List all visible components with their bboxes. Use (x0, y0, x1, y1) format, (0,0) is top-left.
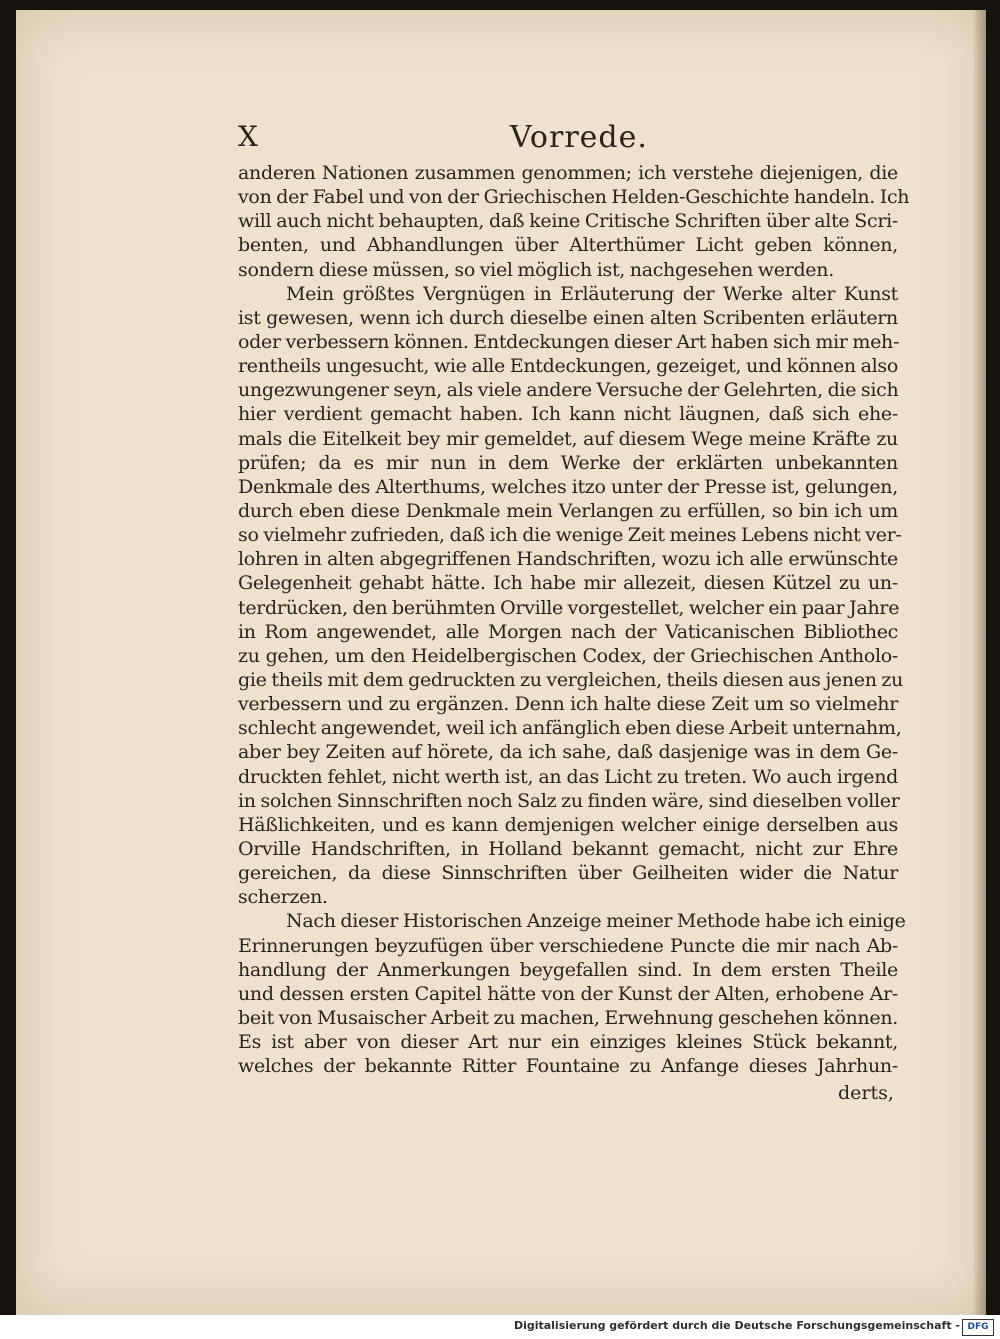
text-line: so vielmehr zufrieden, daß ich die wenige Zeit meines Lebens nicht ver- (238, 524, 902, 547)
text-line: will auch nicht behaupten, daß keine Critische Schriften über alte Scri- (238, 210, 898, 233)
text-line: handlung der Anmerkungen beygefallen sind. In dem ersten Theile (238, 958, 898, 981)
text-line: Es ist aber von dieser Art nur ein einziges kleines Stück bekannt, (238, 1031, 898, 1054)
text-line: Mein größtes Vergnügen in Erläuterung der Werke alter Kunst (286, 282, 898, 305)
text-line: aber bey Zeiten auf hörete, da ich sahe, daß dasjenige was in dem Ge- (238, 741, 898, 764)
text-line: lohren in alten abgegriffenen Handschriften, wozu ich alle erwünschte (238, 548, 898, 571)
text-line: rentheils ungesucht, wie alle Entdeckungen, gezeiget, und können also (238, 355, 898, 378)
catchword: derts, (838, 1082, 894, 1104)
footer-bar (0, 1315, 1000, 1339)
text-line: von der Fabel und von der Griechischen Helden-Geschichte handeln. Ich (238, 186, 910, 209)
text-line: gereichen, da diese Sinnschriften über Geilheiten wider die Natur (238, 862, 898, 885)
text-line: anderen Nationen zusammen genommen; ich verstehe diejenigen, die (238, 162, 898, 184)
text-line: ungezwungener seyn, als viele andere Versuche der Gelehrten, die sich (238, 379, 899, 402)
body-text (238, 161, 910, 1078)
text-line: sondern diese müssen, so viel möglich ist, nachgesehen werden. (238, 258, 834, 281)
text-line: prüfen; da es mir nun in dem Werke der erklärten unbekannten (238, 451, 898, 474)
text-line: druckten fehlet, nicht werth ist, an das Licht zu treten. Wo auch irgend (238, 765, 898, 788)
text-line: beit von Musaischer Arbeit zu machen, Erwehnung geschehen können. (238, 1006, 898, 1029)
text-line: schlecht angewendet, weil ich anfänglich eben diese Arbeit unternahm, (238, 717, 902, 740)
text-line: welches der bekannte Ritter Fountaine zu Anfange dieses Jahrhun- (238, 1055, 898, 1078)
text-line: und dessen ersten Capitel hätte von der Kunst der Alten, erhobene Ar- (238, 982, 898, 1005)
text-line: Häßlichkeiten, und es kann demjenigen welcher einige derselben aus (238, 813, 898, 836)
text-line: hier verdient gemacht haben. Ich kann nicht läugnen, daß sich ehe- (238, 403, 898, 426)
text-line: terdrücken, den berühmten Orville vorgestellet, welcher ein paar Jahre (238, 596, 900, 619)
text-line: oder verbessern können. Entdeckungen dieser Art haben sich mir meh- (238, 330, 900, 353)
text-line: benten, und Abhandlungen über Alterthümer Licht geben können, (238, 234, 898, 257)
text-line: mals die Eitelkeit bey mir gemeldet, auf diesem Wege meine Kräfte zu (238, 427, 898, 450)
text-line: Erinnerungen beyzufügen über verschiedene Puncte die mir nach Ab- (238, 934, 898, 957)
text-line: in Rom angewendet, alle Morgen nach der Vaticanischen Bibliothec (238, 620, 898, 643)
text-line: in solchen Sinnschriften noch Salz zu finden wäre, sind dieselben voller (238, 789, 900, 812)
text-line: verbessern und zu ergänzen. Denn ich halte diese Zeit um so vielmehr (238, 693, 898, 716)
text-line: Denkmale des Alterthums, welches itzo unter der Presse ist, gelungen, (238, 475, 898, 498)
text-line: Nach dieser Historischen Anzeige meiner Methode habe ich einige (286, 910, 906, 933)
text-line: ist gewesen, wenn ich durch dieselbe einen alten Scribenten erläutern (238, 306, 898, 329)
text-line: Orville Handschriften, in Holland bekannt gemacht, nicht zur Ehre (238, 837, 898, 860)
text-line: scherzen. (238, 886, 328, 909)
running-head: Vorrede. (510, 120, 648, 155)
text-line: Gelegenheit gehabt hätte. Ich habe mir allezeit, diesen Kützel zu un- (238, 572, 898, 595)
page-number: X (238, 120, 259, 153)
text-line: gie theils mit dem gedruckten zu vergleichen, theils diesen aus jenen zu (238, 668, 904, 691)
funding-credit: Digitalisierung gefördert durch die Deutsche Forschungsgemeinschaft - (513, 1319, 960, 1332)
dfg-logo-icon: DFG (962, 1319, 994, 1336)
text-line: zu gehen, um den Heidelbergischen Codex, der Griechischen Antholo- (238, 644, 898, 667)
page-header (238, 120, 894, 156)
text-line: durch eben diese Denkmale mein Verlangen zu erfüllen, so bin ich um (238, 499, 898, 522)
